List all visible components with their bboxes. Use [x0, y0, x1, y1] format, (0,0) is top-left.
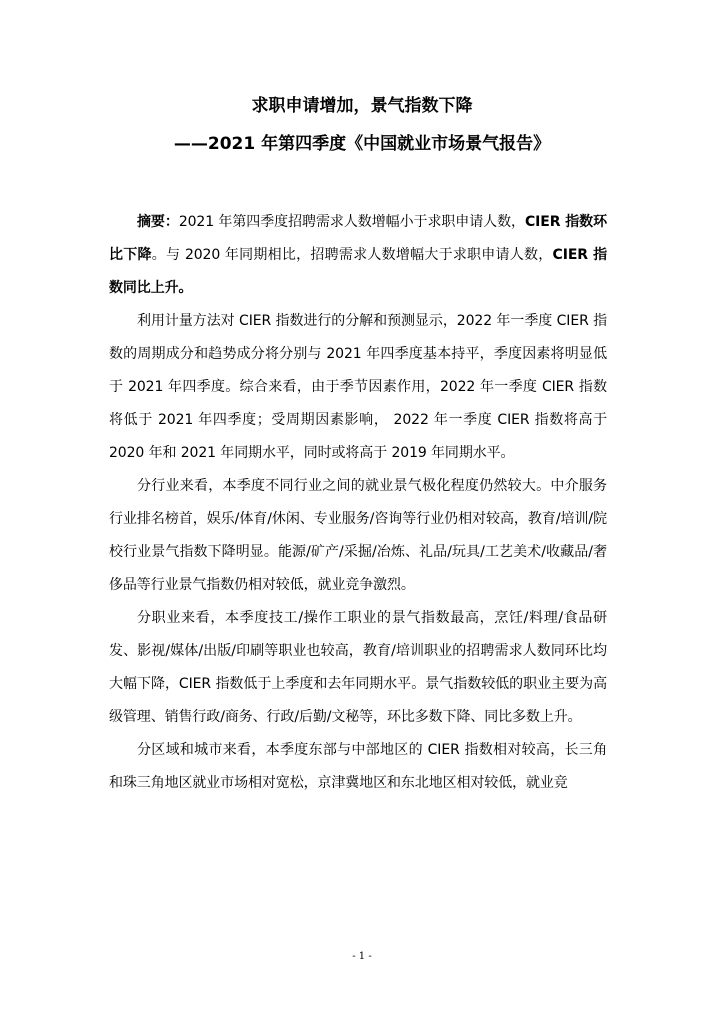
- paragraph-region: 分区域和城市来看，本季度东部与中部地区的 CIER 指数相对较高，长三角和珠三角地区就业市场相对宽松，京津冀地区和东北地区相对较低，就业竞: [109, 742, 607, 791]
- abstract-text-1: 2021 年第四季度招聘需求人数增幅小于求职申请人数，: [178, 214, 525, 230]
- paragraph-forecast: 利用计量方法对 CIER 指数进行的分解和预测显示，2022 年一季度 CIER 指数的周期成分和趋势成分将分别与 2021 年四季度基本持平，季度因素将明显低于 2021 年四季度。综合来看，由于季节因素作用，2022 年一季度 CIER 指数将低于 2021 年四季度；受周期因素影响， 2022 年一季度 CIER 指数将高于 2020 年和 2021 年同期水平，同时或将高于 2019 年同期水平。: [109, 313, 607, 461]
- document-body: [109, 206, 607, 800]
- document-subtitle: ——2021 年第四季度《中国就业市场景气报告》: [173, 134, 551, 154]
- page-number: - 1 -: [352, 951, 372, 962]
- paragraph-occupation: 分职业来看，本季度技工/操作工职业的景气指数最高，烹饪/料理/食品研发、影视/媒体/出版/印刷等职业也较高，教育/培训职业的招聘需求人数同环比均大幅下降，CIER 指数低于上季度和去年同期水平。景气指数较低的职业主要为高级管理、销售行政/商务、行政/后勤/文秘等，环比多数下降、同比多数上升。: [109, 610, 607, 725]
- abstract-bold-1: CIER 指数环比下降: [109, 214, 607, 263]
- paragraph-industry: 分行业来看，本季度不同行业之间的就业景气极化程度仍然较大。中介服务行业排名榜首，娱乐/体育/休闲、专业服务/咨询等行业仍相对较高，教育/培训/院校行业景气指数下降明显。能源/矿产/采掘/冶炼、礼品/玩具/工艺美术/收藏品/奢侈品等行业景气指数仍相对较低，就业竞争激烈。: [109, 478, 607, 593]
- abstract-label: 摘要：: [137, 214, 179, 230]
- abstract-paragraph: [109, 206, 607, 305]
- abstract-text-2: 。与 2020 年同期相比，招聘需求人数增幅大于求职申请人数，: [151, 247, 553, 263]
- abstract-bold-2: CIER 指数同比上升。: [109, 247, 607, 296]
- document-title: 求职申请增加，景气指数下降: [251, 96, 473, 116]
